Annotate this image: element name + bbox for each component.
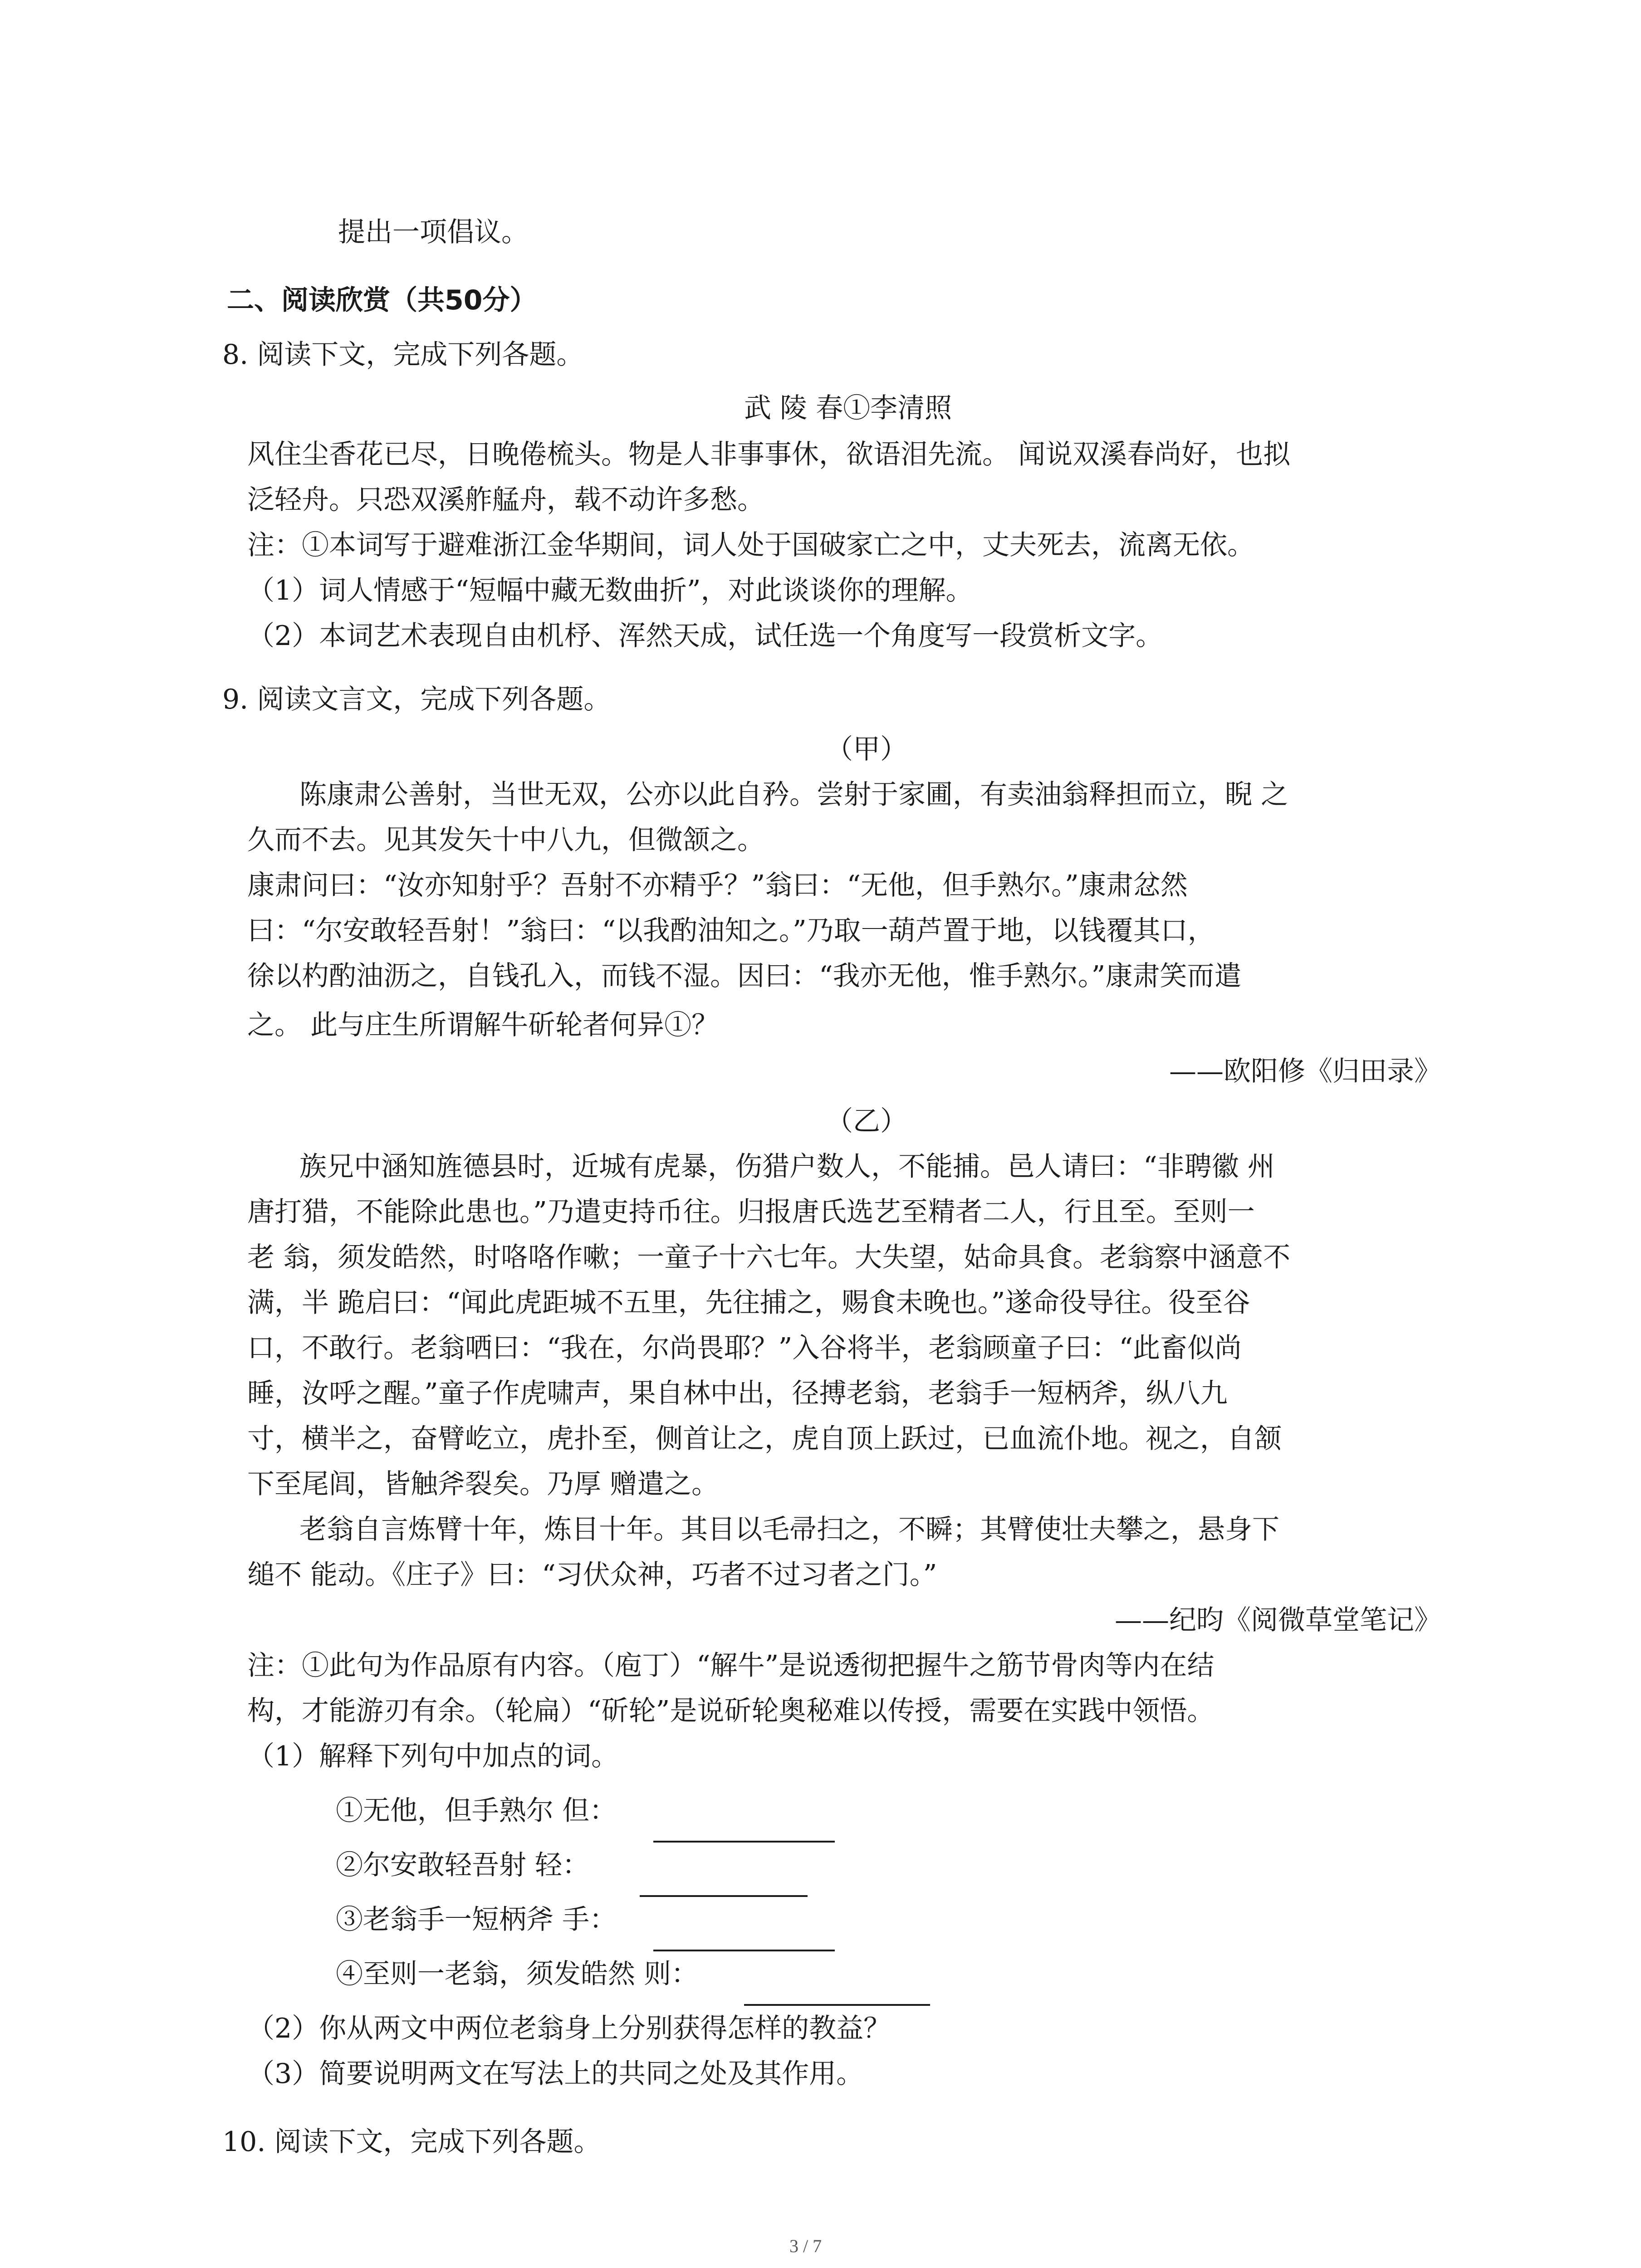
question-9-heading: 9. 阅读文言文，完成下列各题。 (222, 684, 611, 715)
footnote-marker: ① (843, 392, 871, 424)
answer-blank[interactable] (653, 1950, 835, 1951)
passage-note: 构，才能游刃有余。（轮扁）“斫轮”是说斫轮奥秘难以传授，需要在实践中领悟。 (247, 1695, 1215, 1727)
vocab-item: ④至则一老翁，须发皓然 则： (336, 1958, 699, 1990)
passage-line-end: ？ (691, 1009, 719, 1041)
passage-label-jia: （甲） (826, 733, 907, 765)
passage-line: 下至尾闾，皆触斧裂矣。乃厚 赠遣之。 (247, 1468, 719, 1500)
poem-text-line: 风住尘香花已尽，日晚倦梳头。物是人非事事休，欲语泪先流。 闻说双溪春尚好，也拟 (247, 439, 1291, 470)
poem-author: 李清照 (870, 392, 952, 424)
passage-line: 满，半 跪启曰：“闻此虎距城不五里，先往捕之，赐食未晚也。”遂命役导往。役至谷 (247, 1287, 1250, 1319)
source-citation: ——欧阳修《归田录》 (1169, 1056, 1441, 1087)
passage-note: 注：①此句为作品原有内容。（庖丁）“解牛”是说透彻把握牛之筋节骨肉等内在结 (247, 1650, 1215, 1681)
question-10-heading: 10. 阅读下文，完成下列各题。 (222, 2126, 601, 2158)
answer-blank[interactable] (640, 1895, 808, 1897)
passage-line: 老 翁，须发皓然，时咯咯作嗽；一童子十六七年。大失望，姑命具食。老翁察中涵意不 (247, 1242, 1291, 1273)
passage-line: 久而不去。见其发矢十中八九，但微颔之。 (247, 824, 764, 856)
answer-blank[interactable] (744, 2004, 930, 2006)
passage-line: 康肃问曰：“汝亦知射乎？吾射不亦精乎？”翁曰：“无他，但手熟尔。”康肃忿然 (247, 870, 1188, 901)
question-8-heading: 8. 阅读下文，完成下列各题。 (222, 339, 584, 371)
passage-line: 族兄中涵知旌德县时，近城有虎暴，伤猎户数人，不能捕。邑人请曰：“非聘徽 州 (299, 1151, 1275, 1183)
footnote-marker: ① (664, 1009, 692, 1041)
page-number: 3 / 7 (789, 2236, 822, 2256)
passage-line: 口，不敢行。老翁哂曰：“我在，尔尚畏耶？”入谷将半，老翁顾童子曰：“此畜似尚 (247, 1332, 1242, 1364)
sub-question: （1）词人情感于“短幅中藏无数曲折”，对此谈谈你的理解。 (247, 575, 973, 606)
vocab-item: ③老翁手一短柄斧 手： (336, 1904, 617, 1936)
passage-line-text: 之。 此与庄生所谓解牛斫轮者何异 (247, 1009, 665, 1041)
sub-question: （1）解释下列句中加点的词。 (247, 1740, 619, 1772)
passage-line (247, 1007, 719, 1043)
passage-line: 缒不 能动。《庄子》曰：“习伏众神，巧者不过习者之门。” (247, 1559, 937, 1591)
poem-note: 注：①本词写于避难浙江金华期间，词人处于国破家亡之中，丈夫死去，流离无依。 (247, 529, 1254, 561)
sub-question: （3）简要说明两文在写法上的共同之处及其作用。 (247, 2058, 864, 2090)
passage-label-yi: （乙） (826, 1105, 907, 1137)
sub-question: （2）本词艺术表现自由机杼、浑然天成，试任选一个角度写一段赏析文字。 (247, 620, 1163, 652)
text-line: 提出一项倡议。 (338, 216, 529, 248)
source-citation: ——纪昀《阅微草堂笔记》 (1115, 1604, 1441, 1636)
passage-line: 陈康肃公善射，当世无双，公亦以此自矜。尝射于家圃，有卖油翁释担而立，睨 之 (299, 779, 1288, 811)
vocab-item: ①无他，但手熟尔 但： (336, 1795, 617, 1827)
poem-text-line: 泛轻舟。只恐双溪舴艋舟，载不动许多愁。 (247, 484, 764, 516)
poem-title-line (744, 390, 952, 426)
passage-line: 寸，横半之，奋臂屹立，虎扑至，侧首让之，虎自顶上跃过，已血流仆地。视之，自颔 (247, 1423, 1282, 1455)
poem-title: 武 陵 春 (744, 392, 843, 424)
sub-question: （2）你从两文中两位老翁身上分别获得怎样的教益？ (247, 2013, 891, 2044)
passage-line: 唐打猎，不能除此患也。”乃遣吏持币往。归报唐氏选艺至精者二人，行且至。至则一 (247, 1196, 1255, 1228)
passage-line: 曰：“尔安敢轻吾射！”翁曰：“以我酌油知之。”乃取一葫芦置于地，以钱覆其口， (247, 915, 1215, 947)
passage-line: 徐以杓酌油沥之，自钱孔入，而钱不湿。因曰：“我亦无他，惟手熟尔。”康肃笑而遣 (247, 960, 1242, 992)
vocab-item: ②尔安敢轻吾射 轻： (336, 1849, 590, 1881)
passage-line: 老翁自言炼臂十年，炼目十年。其目以毛帚扫之，不瞬；其臂使壮夫攀之，悬身下 (299, 1514, 1279, 1545)
answer-blank[interactable] (653, 1841, 835, 1843)
passage-line: 睡，汝呼之醒。”童子作虎啸声，果自林中出，径搏老翁，老翁手一短柄斧，纵八九 (247, 1378, 1228, 1409)
section-heading: 二、阅读欣赏（共50分） (227, 284, 537, 316)
